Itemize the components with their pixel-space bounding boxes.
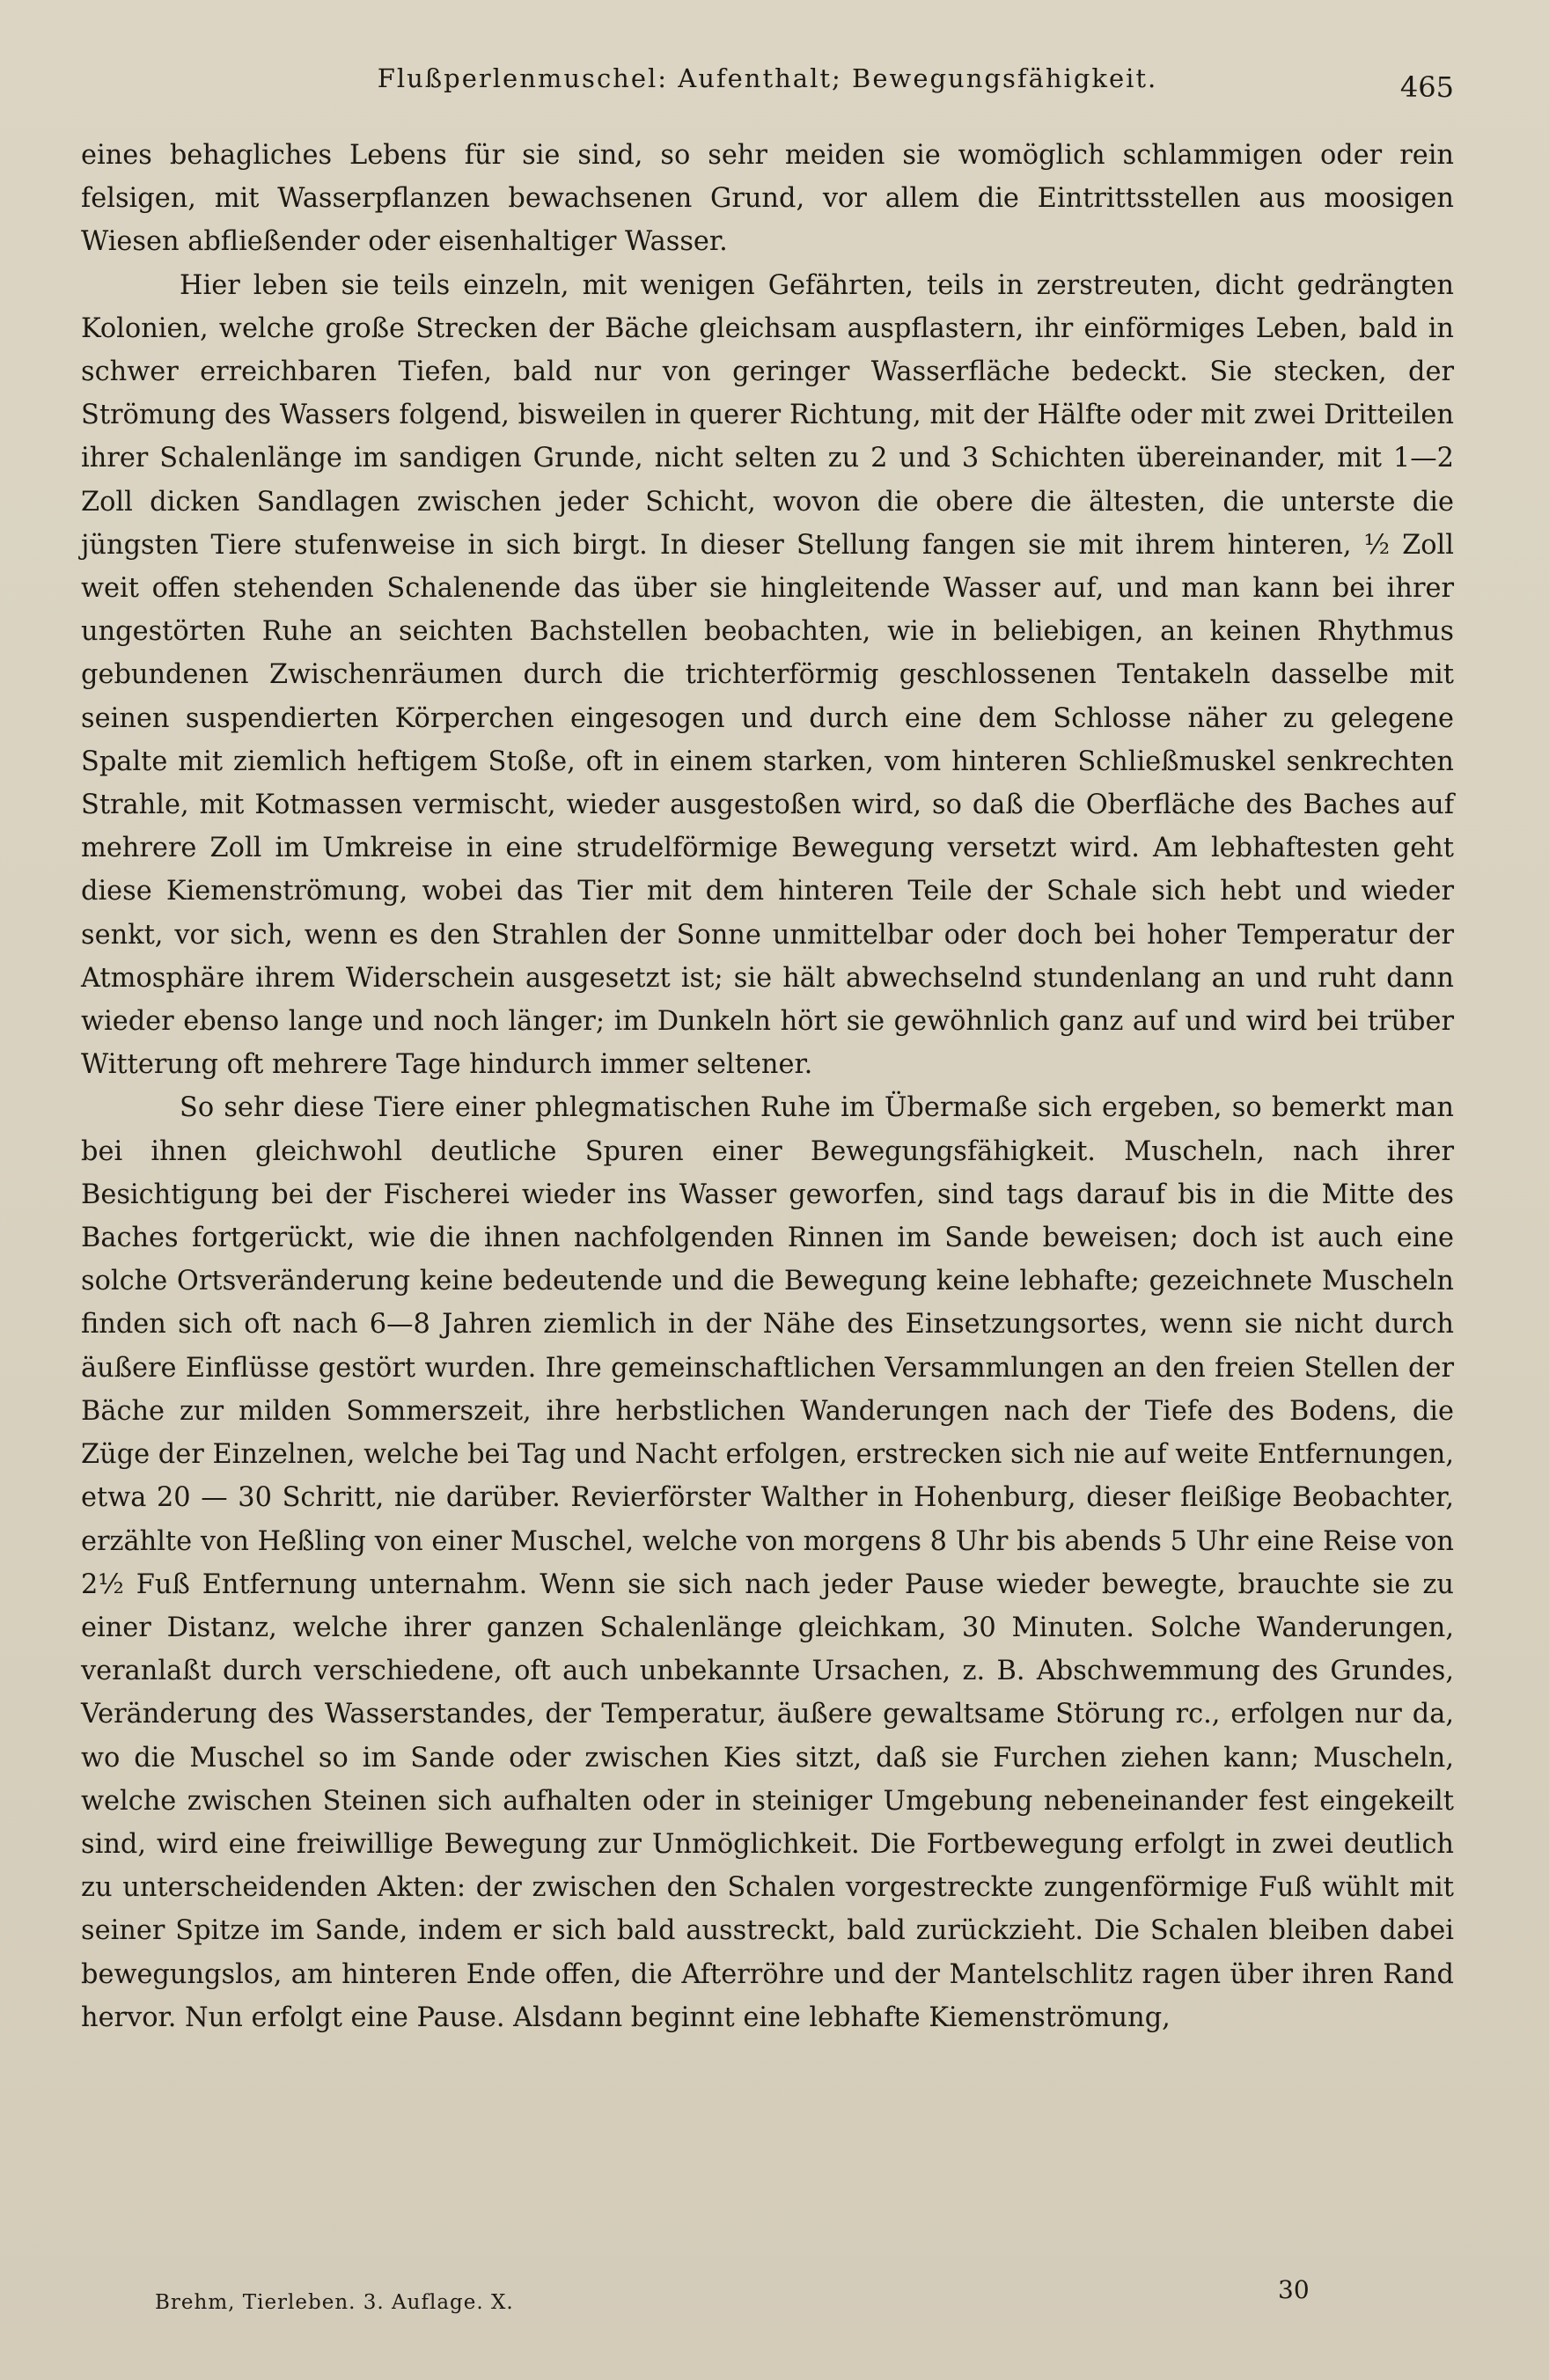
signature-mark: 30 xyxy=(1278,2275,1310,2304)
paragraph-movement: So sehr diese Tiere einer phlegmatischen Ruhe im Übermaße sich ergeben, so bemerkt man bei ihnen gleichwohl deutliche Spuren einer Bewegungsfähigkeit. Muscheln, nach ihrer Besichtigung bei der Fischerei wieder ins Wasser geworfen, sind tags darauf bis in die Mitte des Baches fortgerückt, wie die ihnen nachfolgenden Rinnen im Sande beweisen; doch ist auch eine solche Ortsveränderung keine bedeutende und die Bewegung keine lebhafte; gezeichnete Muscheln finden sich oft nach 6—8 Jahren ziemlich in der Nähe des Einsetzungsortes, wenn sie nicht durch äußere Einflüsse gestört wurden. Ihre gemeinschaftlichen Versammlungen an den freien Stellen der Bäche zur milden Sommerszeit, ihre herbstlichen Wanderungen nach der Tiefe des Bodens, die Züge der Einzelnen, welche bei Tag und Nacht erfolgen, erstrecken sich nie auf weite Entfernungen, etwa 20 — 30 Schritt, nie darüber. Revierförster Walther in Hohenburg, dieser fleißige Beobachter, erzählte von Heßling von einer Muschel, welche von morgens 8 Uhr bis abends 5 Uhr eine Reise von 2½ Fuß Entfernung unternahm. Wenn sie sich nach jeder Pause wieder bewegte, brauchte sie zu einer Distanz, welche ihrer ganzen Schalenlänge gleichkam, 30 Minuten. Solche Wanderungen, veranlaßt durch verschiedene, oft auch unbekannte Ursachen, z. B. Abschwemmung des Grundes, Veränderung des Wasserstandes, der Temperatur, äußere gewaltsame Störung rc., erfolgen nur da, wo die Muschel so im Sande oder zwischen Kies sitzt, daß sie Furchen ziehen kann; Muscheln, welche zwischen Steinen sich aufhalten oder in steiniger Umgebung nebeneinander fest eingekeilt sind, wird eine freiwillige Bewegung zur Unmöglichkeit. Die Fortbewegung erfolgt in zwei deutlich zu unterscheidenden Akten: der zwischen den Schalen vorgestreckte zungenförmige Fuß wühlt mit seiner Spitze im Sande, indem er sich bald ausstreckt, bald zurückzieht. Die Schalen bleiben dabei bewegungslos, am hinteren Ende offen, die Afterröhre und der Mantelschlitz ragen über ihren Rand hervor. Nun erfolgt eine Pause. Alsdann beginnt eine lebhafte Kiemenströmung, xyxy=(81,1092,1454,2033)
paragraph-habitat: Hier leben sie teils einzeln, mit wenigen Gefährten, teils in zerstreuten, dicht gedrängten Kolonien, welche große Strecken der Bäche gleichsam auspflastern, ihr einförmiges Leben, bald in schwer erreichbaren Tiefen, bald nur von geringer Wasserfläche bedeckt. Sie stecken, der Strömung des Wassers folgend, bisweilen in querer Richtung, mit der Hälfte oder mit zwei Dritteilen ihrer Schalenlänge im sandigen Grunde, nicht selten zu 2 und 3 Schichten übereinander, mit 1—2 Zoll dicken Sandlagen zwischen jeder Schicht, wovon die obere die ältesten, die unterste die jüngsten Tiere stufenweise in sich birgt. In dieser Stellung fangen sie mit ihrem hinteren, ½ Zoll weit offen stehenden Schalenende das über sie hingleitende Wasser auf, und man kann bei ihrer ungestörten Ruhe an seichten Bachstellen beobachten, wie in beliebigen, an keinen Rhythmus gebundenen Zwischenräumen durch die trichterförmig geschlossenen Tentakeln dasselbe mit seinen suspendierten Körperchen eingesogen und durch eine dem Schlosse näher zu gelegene Spalte mit ziemlich heftigem Stoße, oft in einem starken, vom hinteren Schließmuskel senkrechten Strahle, mit Kotmassen vermischt, wieder ausgestoßen wird, so daß die Oberfläche des Baches auf mehrere Zoll im Umkreise in eine strudelförmige Bewegung versetzt wird. Am lebhaftesten geht diese Kiemenströmung, wobei das Tier mit dem hinteren Teile der Schale sich hebt und wieder senkt, vor sich, wenn es den Strahlen der Sonne unmittelbar oder doch bei hoher Temperatur der Atmosphäre ihrem Widerschein ausgesetzt ist; sie hält abwechselnd stundenlang an und ruht dann wieder ebenso lange und noch länger; im Dunkeln hört sie gewöhnlich ganz auf und wird bei trüber Witterung oft mehrere Tage hindurch immer seltener. xyxy=(81,269,1454,1081)
footer-source-line: Brehm, Tierleben. 3. Auflage. X. xyxy=(155,2291,514,2314)
running-header xyxy=(81,58,1454,107)
paragraph-continued: eines behagliches Lebens für sie sind, so sehr meiden sie womöglich schlammigen oder rein felsigen, mit Wasserpflanzen bewachsenen Grund, vor allem die Eintrittsstellen aus moosigen Wiesen abfließender oder eisenhaltiger Wasser. xyxy=(81,140,1454,258)
page-footer xyxy=(81,2275,1454,2328)
page-number: 465 xyxy=(1399,70,1454,104)
running-head-title: Flußperlenmuschel: Aufenthalt; Bewegungsfähigkeit. xyxy=(377,63,1158,93)
body-text xyxy=(81,134,1454,2039)
